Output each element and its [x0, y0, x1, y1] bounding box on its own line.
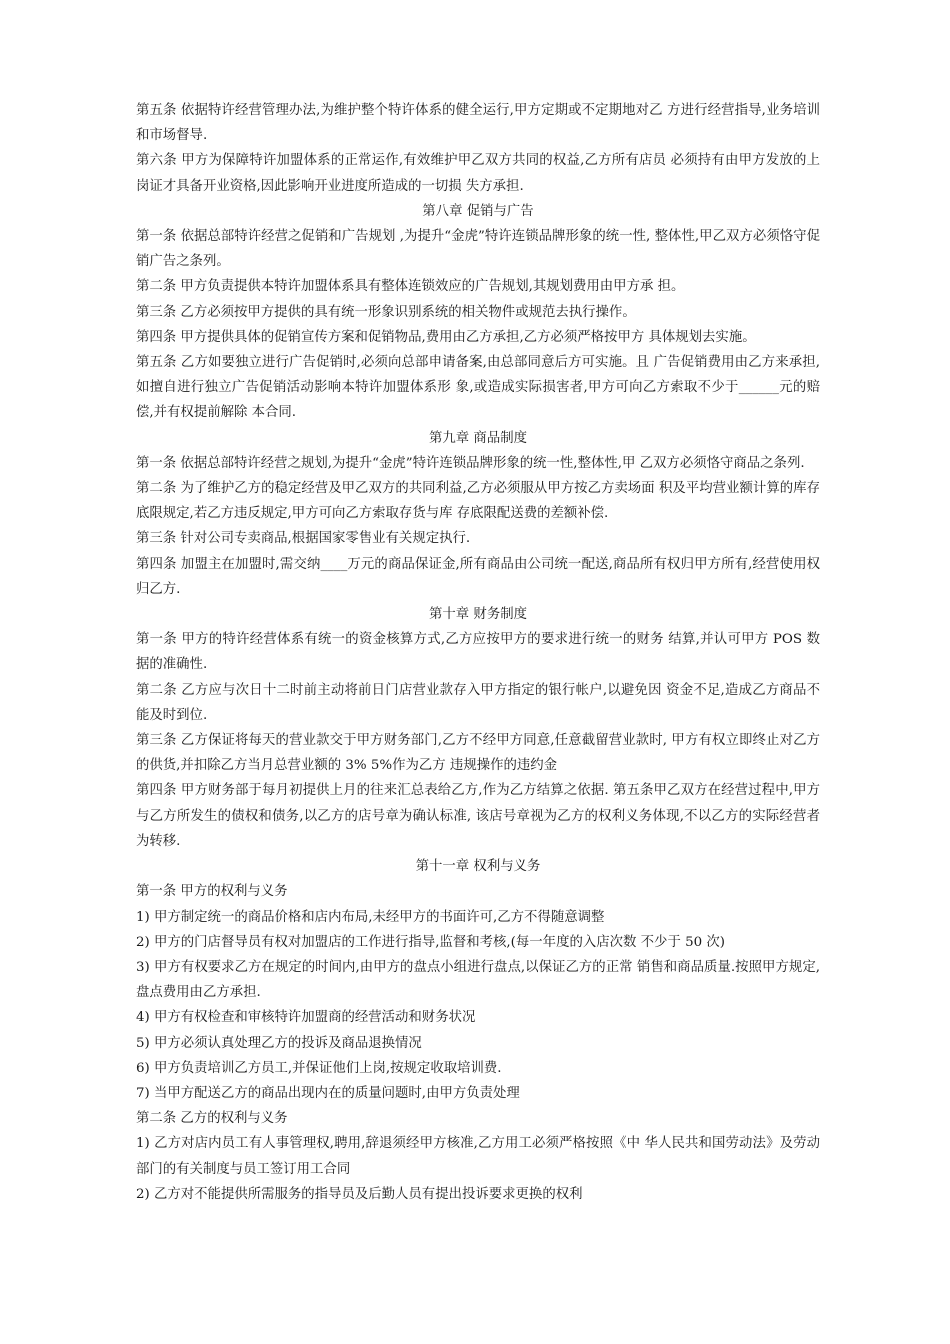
- list-item: 1) 乙方对店内员工有人事管理权,聘用,辞退须经甲方核准,乙方用工必须严格按照《中 华人民共和国劳动法》及劳动部门的有关制度与员工签订用工合同: [136, 1136, 820, 1177]
- clause-paragraph: 第四条 甲方提供具体的促销宣传方案和促销物品,费用由乙方承担,乙方必须严格按甲方 具体规划去实施。: [136, 329, 756, 345]
- list-item: 6) 甲方负责培训乙方员工,并保证他们上岗,按规定收取培训费.: [136, 1060, 502, 1076]
- clause-paragraph: 第二条 乙方的权利与义务: [136, 1111, 288, 1127]
- list-item: 5) 甲方必须认真处理乙方的投诉及商品退换情况: [136, 1035, 422, 1051]
- list-item: 3) 甲方有权要求乙方在规定的时间内,由甲方的盘点小组进行盘点,以保证乙方的正常 销售和商品质量.按照甲方规定,盘点费用由乙方承担.: [136, 959, 820, 1001]
- clause-paragraph: 第三条 针对公司专卖商品,根据国家零售业有关规定执行.: [136, 531, 471, 547]
- list-item: 1) 甲方制定统一的商品价格和店内布局,未经甲方的书面许可,乙方不得随意调整: [136, 909, 605, 925]
- clause-paragraph: 第一条 甲方的特许经营体系有统一的资金核算方式,乙方应按甲方的要求进行统一的财务 结算,并认可甲方 POS 数据的准确性.: [136, 632, 820, 673]
- clause-paragraph: 第一条 甲方的权利与义务: [136, 884, 288, 900]
- chapter-heading: 第八章 促销与广告: [422, 203, 534, 219]
- list-item: 2) 乙方对不能提供所需服务的指导员及后勤人员有提出投诉要求更换的权利: [136, 1186, 583, 1202]
- clause-paragraph: 第三条 乙方必须按甲方提供的具有统一形象识别系统的相关物件或规范去执行操作。: [136, 304, 636, 320]
- chapter-heading: 第九章 商品制度: [429, 430, 527, 446]
- list-item: 2) 甲方的门店督导员有权对加盟店的工作进行指导,监督和考核,(每一年度的入店次数 不少于 50 次): [136, 934, 726, 950]
- chapter-heading: 第十一章 权利与义务: [415, 859, 541, 875]
- clause-paragraph: 第二条 乙方应与次日十二时前主动将前日门店营业款存入甲方指定的银行帐户,以避免因 资金不足,造成乙方商品不能及时到位.: [136, 682, 820, 723]
- clause-paragraph: 第五条 依据特许经营管理办法,为维护整个特许体系的健全运行,甲方定期或不定期地对乙 方进行经营指导,业务培训和市场督导.: [136, 103, 820, 144]
- clause-paragraph: 第五条 乙方如要独立进行广告促销时,必须向总部申请备案,由总部同意后方可实施。且 广告促销费用由乙方来承担,如擅自进行独立广告促销活动影响本特许加盟体系形 象,或造成实际损害者,甲方可向乙方索取不少于______元的赔偿,并有权提前解除 本合同.: [136, 355, 820, 421]
- clause-paragraph: 第二条 甲方负责提供本特许加盟体系具有整体连锁效应的广告规划,其规划费用由甲方承 担。: [136, 279, 685, 295]
- chapter-heading: 第十章 财务制度: [429, 607, 527, 623]
- clause-paragraph: 第一条 依据总部特许经营之规划,为提升“金虎”特许连锁品牌形象的统一性,整体性,甲 乙双方必须恪守商品之条列.: [136, 455, 805, 471]
- clause-paragraph: 第二条 为了维护乙方的稳定经营及甲乙双方的共同利益,乙方必须服从甲方按乙方卖场面 积及平均营业额计算的库存底限规定,若乙方违反规定,甲方可向乙方索取存货与库 存底限配送费的差额补偿.: [136, 481, 820, 522]
- clause-paragraph: 第三条 乙方保证将每天的营业款交于甲方财务部门,乙方不经甲方同意,任意截留营业款时, 甲方有权立即终止对乙方的供货,并扣除乙方当月总营业额的 3% 5%作为乙方 违规操作的违约金: [136, 733, 820, 774]
- document-page: [136, 98, 820, 1207]
- clause-paragraph: 第四条 加盟主在加盟时,需交纳____万元的商品保证金,所有商品由公司统一配送,商品所有权归甲方所有,经营使用权归乙方.: [136, 556, 820, 597]
- list-item: 4) 甲方有权检查和审核特许加盟商的经营活动和财务状况: [136, 1010, 476, 1026]
- clause-paragraph: 第四条 甲方财务部于每月初提供上月的往来汇总表给乙方,作为乙方结算之依据. 第五条甲乙双方在经营过程中,甲方与乙方所发生的债权和债务,以乙方的店号章为确认标准, 该店号章视为乙方的权利义务体现,不以乙方的实际经营者为转移.: [136, 783, 820, 849]
- list-item: 7) 当甲方配送乙方的商品出现内在的质量问题时,由甲方负责处理: [136, 1085, 520, 1101]
- clause-paragraph: 第六条 甲方为保障特许加盟体系的正常运作,有效维护甲乙双方共同的权益,乙方所有店员 必须持有由甲方发放的上岗证才具备开业资格,因此影响开业进度所造成的一切损 失方承担.: [136, 153, 820, 194]
- clause-paragraph: 第一条 依据总部特许经营之促销和广告规划 ,为提升“金虎”特许连锁品牌形象的统一性, 整体性,甲乙双方必须恪守促销广告之条列。: [136, 229, 820, 270]
